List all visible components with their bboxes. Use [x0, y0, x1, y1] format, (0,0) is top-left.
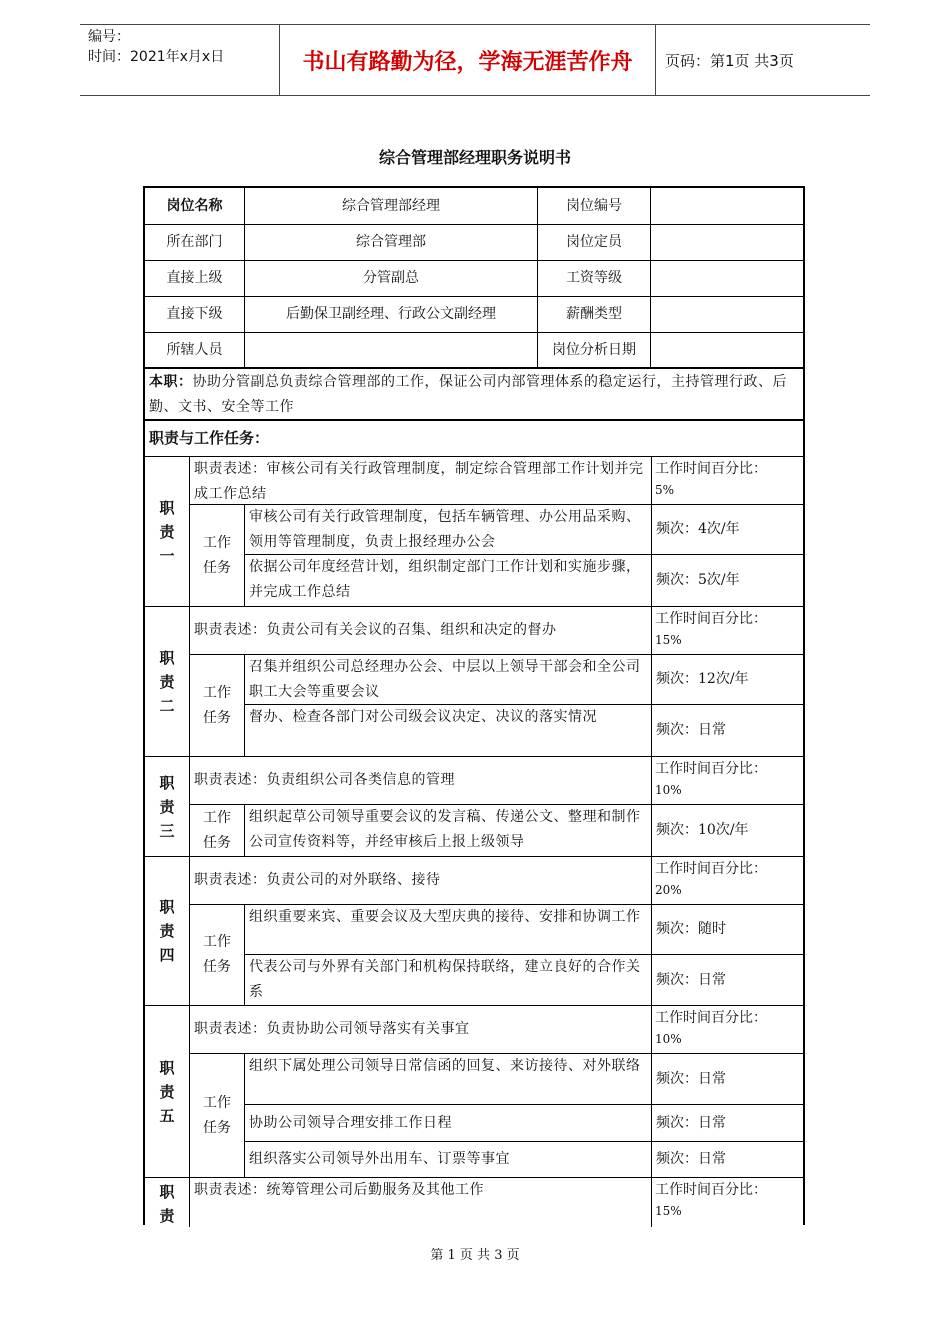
core-label: 本职：: [149, 374, 193, 390]
duty-name: [145, 757, 190, 857]
duty-name-char: 职: [159, 898, 175, 916]
duty-name-char: 责: [159, 1082, 175, 1101]
time-percent: [652, 457, 805, 505]
duty-name-char: 职: [159, 1183, 175, 1201]
task-frequency: 频次：日常: [652, 1142, 805, 1178]
duty-name-char: 责: [159, 672, 175, 691]
pct-label: 工作时间百分比：: [655, 461, 767, 477]
task-label: [190, 905, 245, 1006]
serial-label: 编号：: [88, 29, 130, 45]
job-description-table: [143, 186, 805, 1225]
page-footer: 第 1 页 共 3 页: [430, 1248, 520, 1263]
task-label: [190, 805, 245, 857]
pct-value: 10%: [655, 1032, 682, 1046]
task-text: 依据公司年度经营计划，组织制定部门工作计划和实施步骤，并完成工作总结: [245, 555, 652, 607]
pct-value: 15%: [655, 633, 682, 647]
task-text: 代表公司与外界有关部门和机构保持联络，建立良好的合作关系: [245, 955, 652, 1006]
task-text: 召集并组织公司总经理办公会、中层以上领导干部会和全公司职工大会等重要会议: [245, 655, 652, 705]
info-value: 综合管理部: [245, 225, 538, 261]
info-value: [651, 297, 805, 333]
duty-name: [145, 857, 190, 1006]
duty-name-char: 责: [159, 522, 175, 541]
duty-name-char: 责: [159, 922, 175, 940]
time-percent: [652, 1006, 805, 1054]
task-label-text: 工作任务: [203, 534, 231, 576]
duty-name-char: 一: [159, 546, 175, 565]
task-text: 督办、检查各部门对公司级会议决定、决议的落实情况: [245, 705, 652, 757]
task-text: 组织起草公司领导重要会议的发言稿、传递公文、整理和制作公司宣传资料等，并经审核后上报上级领导: [245, 805, 652, 857]
pct-label: 工作时间百分比：: [655, 761, 767, 777]
task-text: 审核公司有关行政管理制度，包括车辆管理、办公用品采购、领用等管理制度，负责上报经理办公会: [245, 505, 652, 555]
time-percent: [652, 607, 805, 655]
pct-label: 工作时间百分比：: [655, 1010, 767, 1026]
duty-statement: 职责表述：负责组织公司各类信息的管理: [190, 757, 652, 805]
task-label-text: 工作任务: [203, 1094, 231, 1136]
info-key: 岗位编号: [538, 188, 651, 225]
duty-name-char: 责: [159, 797, 175, 816]
info-key: 直接上级: [145, 261, 245, 297]
duty-statement: 职责表述：负责公司有关会议的召集、组织和决定的督办: [190, 607, 652, 655]
task-frequency: 频次：12次/年: [652, 655, 805, 705]
duty-statement: 职责表述：负责协助公司领导落实有关事宜: [190, 1006, 652, 1054]
pct-label: 工作时间百分比：: [655, 861, 767, 877]
info-key: 直接下级: [145, 297, 245, 333]
info-value: [245, 333, 538, 369]
header-meta: [80, 25, 280, 95]
task-label-text: 工作任务: [203, 934, 231, 975]
task-label: [190, 1054, 245, 1178]
task-label: [190, 655, 245, 757]
duty-statement: 职责表述：负责公司的对外联络、接待: [190, 857, 652, 905]
duty-name-text: [145, 1178, 189, 1227]
info-value: [651, 225, 805, 261]
task-frequency: 频次：日常: [652, 1054, 805, 1105]
duty-name-char: 职: [159, 648, 175, 667]
info-key: 工资等级: [538, 261, 651, 297]
task-label-text: 工作任务: [203, 809, 231, 851]
task-frequency: 频次：10次/年: [652, 805, 805, 857]
duty-name-char: 职: [159, 1058, 175, 1077]
info-value: [651, 188, 805, 225]
task-text: 组织落实公司领导外出用车、订票等事宜: [245, 1142, 652, 1178]
duty-name: [145, 607, 190, 757]
duties-heading: 职责与工作任务：: [145, 421, 805, 457]
task-frequency: 频次：日常: [652, 1105, 805, 1142]
task-text: 组织下属处理公司领导日常信函的回复、来访接待、对外联络: [245, 1054, 652, 1105]
info-key: 薪酬类型: [538, 297, 651, 333]
pct-value: 10%: [655, 783, 682, 797]
duty-name: [145, 1006, 190, 1178]
info-key: 岗位名称: [145, 188, 245, 225]
task-text: 组织重要来宾、重要会议及大型庆典的接待、安排和协调工作: [245, 905, 652, 955]
duty-name-char: 二: [159, 696, 175, 715]
info-key: 岗位分析日期: [538, 333, 651, 369]
duty-name-char: 三: [159, 821, 175, 840]
page-header: [80, 24, 870, 96]
pct-label: 工作时间百分比：: [655, 1182, 767, 1198]
time-label: 时间：2021年x月x日: [88, 49, 225, 65]
task-frequency: 频次：随时: [652, 905, 805, 955]
pct-value: 5%: [655, 483, 675, 497]
duty-name-char: 职: [159, 773, 175, 792]
info-key: 所辖人员: [145, 333, 245, 369]
duty-statement: 职责表述：审核公司有关行政管理制度，制定综合管理部工作计划并完成工作总结: [190, 457, 652, 505]
task-label-text: 工作任务: [203, 684, 231, 726]
core-responsibility: [145, 369, 805, 421]
task-label: [190, 505, 245, 607]
core-text: 协助分管副总负责综合管理部的工作，保证公司内部管理体系的稳定运行，主持管理行政、后勤、文书、安全等工作: [149, 374, 787, 415]
info-value: [651, 333, 805, 369]
header-page-number: 页码：第1页 共3页: [665, 51, 794, 70]
pct-value: 15%: [655, 1204, 682, 1218]
task-frequency: 频次：4次/年: [652, 505, 805, 555]
duty-name: [145, 457, 190, 607]
duty-name: [145, 1178, 190, 1227]
header-motto: 书山有路勤为径，学海无涯苦作舟: [280, 25, 656, 95]
time-percent: [652, 1178, 805, 1227]
task-text: 协助公司领导合理安排工作日程: [245, 1105, 652, 1142]
duty-name-char: 四: [159, 946, 175, 964]
duty-name-char: 五: [159, 1106, 175, 1125]
document-title: 综合管理部经理职务说明书: [378, 148, 571, 167]
time-percent: [652, 857, 805, 905]
duty-name-char: 责: [159, 1207, 175, 1225]
time-percent: [652, 757, 805, 805]
info-value: 综合管理部经理: [245, 188, 538, 225]
duty-name-char: 职: [159, 498, 175, 517]
task-frequency: 频次：日常: [652, 955, 805, 1006]
duty-statement: 职责表述：统筹管理公司后勤服务及其他工作: [190, 1178, 652, 1227]
task-frequency: 频次：5次/年: [652, 555, 805, 607]
pct-value: 20%: [655, 883, 682, 897]
info-value: 后勤保卫副经理、行政公文副经理: [245, 297, 538, 333]
info-key: 所在部门: [145, 225, 245, 261]
task-frequency: 频次：日常: [652, 705, 805, 757]
info-value: 分管副总: [245, 261, 538, 297]
info-key: 岗位定员: [538, 225, 651, 261]
info-value: [651, 261, 805, 297]
pct-label: 工作时间百分比：: [655, 611, 767, 627]
